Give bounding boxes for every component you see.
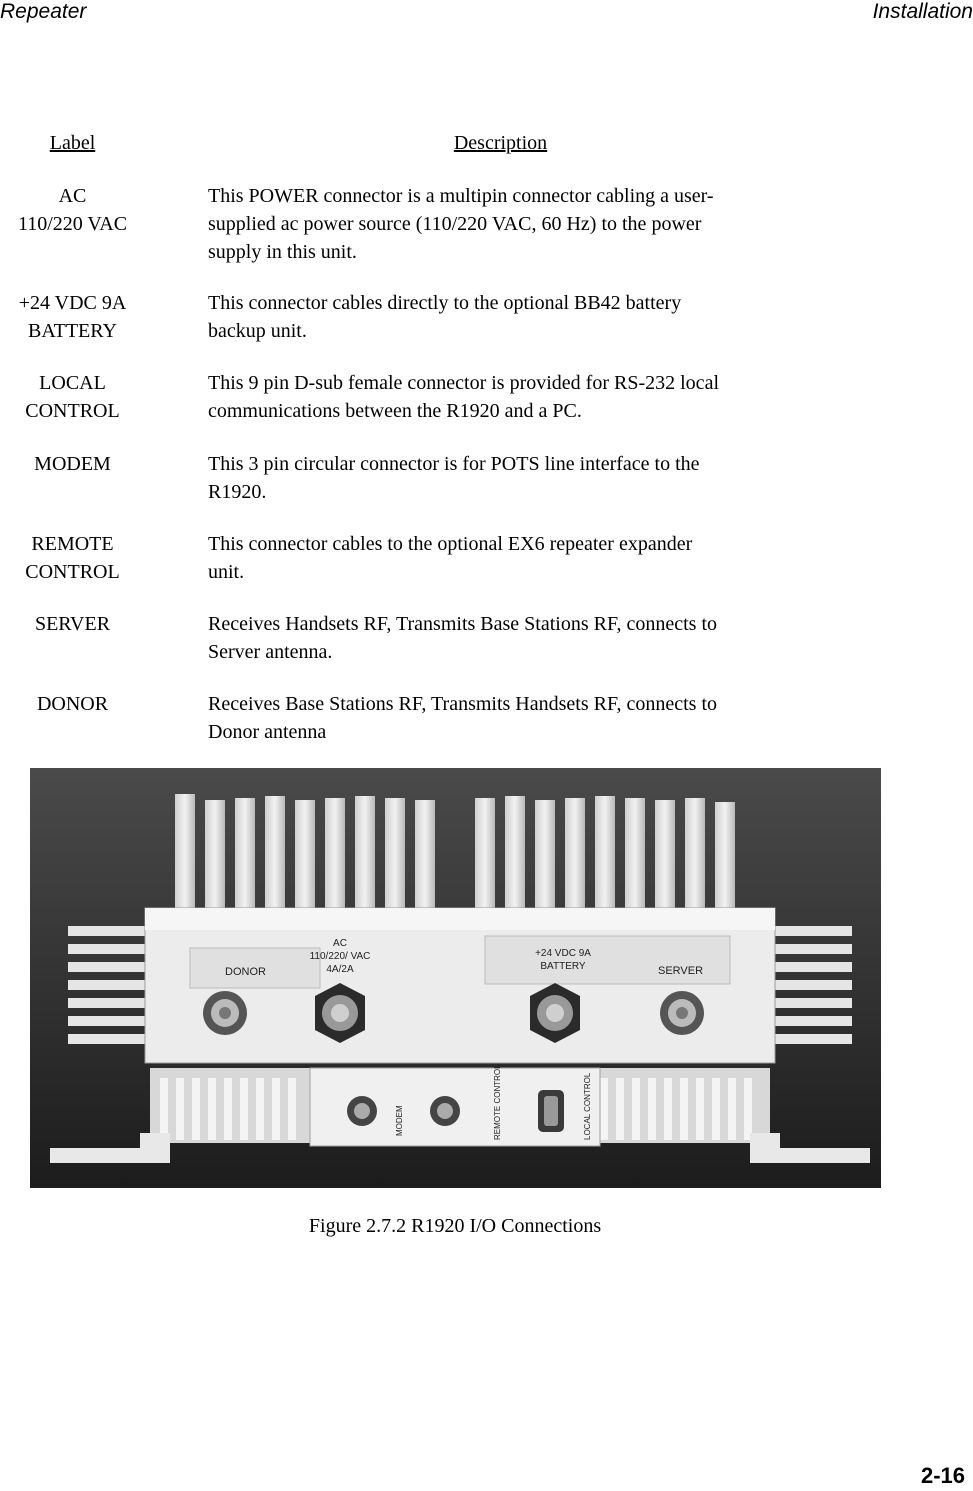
description-column-heading: Description — [453, 132, 548, 154]
local-control-unit-label: LOCAL CONTROL — [583, 1072, 592, 1140]
row-description: This connector cables to the optional EX6 repeater expander unit. — [208, 533, 693, 583]
row-label: AC 110/220 VAC — [17, 185, 128, 235]
row-label: LOCAL CONTROL — [25, 372, 120, 422]
modem-connector-2 — [430, 1096, 460, 1126]
row-description: This 9 pin D-sub female connector is provided for RS-232 local communications between the R1920 and a PC. — [208, 372, 719, 422]
row-label: DONOR — [36, 693, 109, 715]
ac-unit-label: 110/220/ VAC — [309, 951, 371, 962]
row-label: REMOTE CONTROL — [25, 533, 120, 583]
donor-unit-label: DONOR — [225, 966, 266, 978]
figure-caption: Figure 2.7.2 R1920 I/O Connections — [308, 1215, 602, 1237]
modem-unit-label: MODEM — [395, 1105, 404, 1136]
server-unit-label: SERVER — [658, 965, 704, 977]
running-header-left: Repeater — [0, 0, 87, 23]
modem-connector-1 — [347, 1096, 377, 1126]
battery-unit-label: BATTERY — [540, 961, 586, 972]
row-description: Receives Handsets RF, Transmits Base Stations RF, connects to Server antenna. — [208, 613, 718, 663]
row-label: SERVER — [34, 613, 111, 635]
ac-unit-label: AC — [333, 938, 347, 949]
remote-control-unit-label: REMOTE CONTROL — [493, 1064, 502, 1140]
housing-lid — [145, 908, 775, 930]
row-label: +24 VDC 9A BATTERY — [18, 292, 127, 342]
row-description: This POWER connector is a multipin connector cabling a user- supplied ac power source (110/220 VAC, 60 Hz) to the power supply in this unit. — [208, 185, 714, 263]
dsub-connector — [538, 1090, 564, 1132]
battery-unit-label: +24 VDC 9A — [535, 948, 591, 959]
row-description: This 3 pin circular connector is for POTS line interface to the R1920. — [208, 453, 700, 503]
page-number: 2-16 — [920, 1463, 965, 1488]
row-description: Receives Base Stations RF, Transmits Handsets RF, connects to Donor antenna — [208, 693, 718, 743]
row-label: MODEM — [34, 453, 111, 475]
repeater-photo — [30, 768, 881, 1188]
running-header-right: Installation — [872, 0, 973, 23]
label-column-heading: Label — [49, 132, 96, 154]
ac-unit-label: 4A/2A — [326, 964, 354, 975]
server-connector — [660, 991, 704, 1035]
donor-connector — [203, 991, 247, 1035]
row-description: This connector cables directly to the optional BB42 battery backup unit. — [208, 292, 682, 342]
